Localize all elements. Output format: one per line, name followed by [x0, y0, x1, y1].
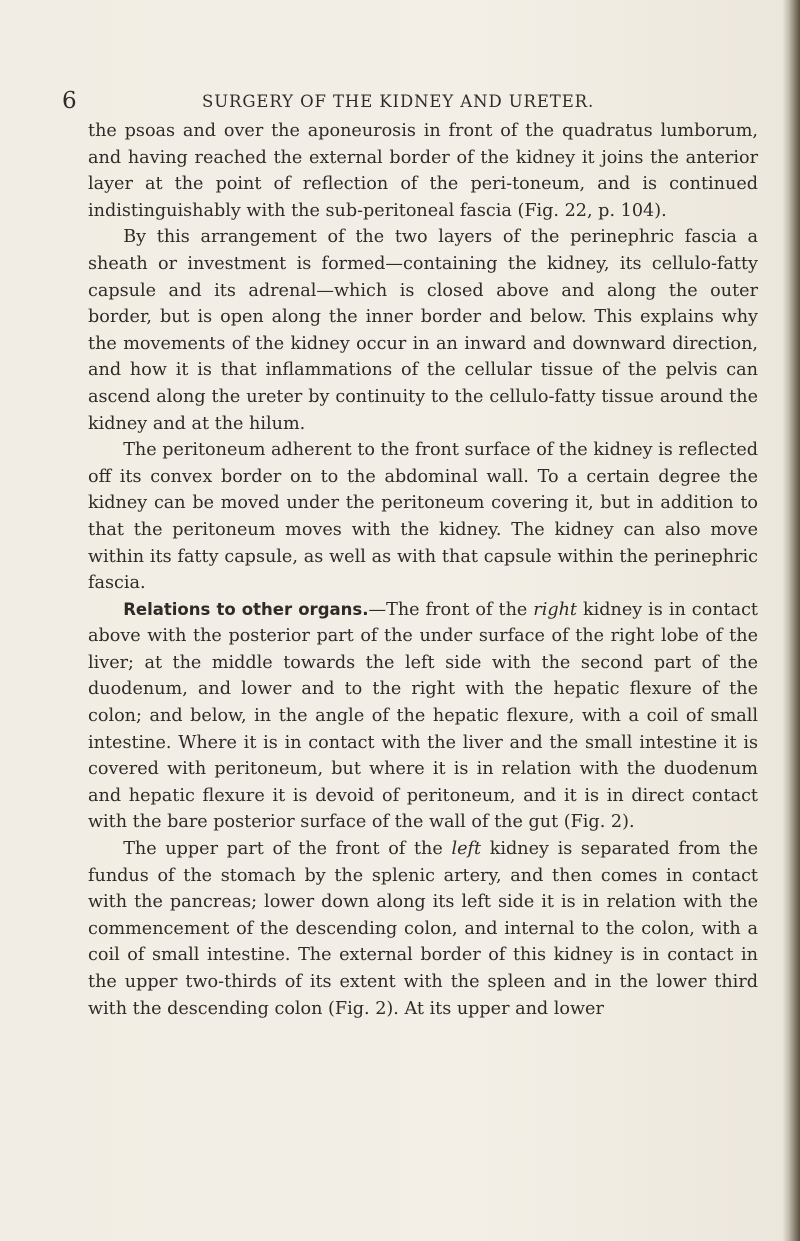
body-text: [88, 118, 758, 1022]
page-edge-shadow: [782, 0, 800, 1241]
paragraph-3: The peritoneum adherent to the front surface of the kidney is reflected off its convex border on to the abdominal wall. To a certain degree the kidney can be moved under the peritoneum covering it, but in addition to that the peritoneum moves with the kidney. The kidney can also move within its fatty capsule, as well as with that capsule within the perinephric fascia.: [88, 440, 758, 594]
paragraph-5-text-a: The upper part of the front of the: [123, 839, 452, 860]
paragraph-4-italic-right: right: [533, 599, 577, 620]
paragraph-4: [88, 597, 758, 836]
running-head: SURGERY OF THE KIDNEY AND URETER.: [202, 92, 595, 111]
paragraph-5-italic-left: left: [451, 839, 482, 860]
page-number: 6: [62, 88, 77, 114]
section-heading-relations: Relations to other organs.: [123, 599, 369, 619]
paragraph-5-text-b: kidney is separated from the fundus of the stomach by the splenic artery, and then comes in contact with the pancreas; lower down along its left side it is in relation with the commencement of the descending colon, and internal to the colon, with a coil of small intestine. The external border of this kidney is in contact in the upper two-thirds of its extent with the spleen and in the lower third with the descending colon (Fig. 2). At its upper and lower: [88, 839, 758, 1019]
paragraph-1: the psoas and over the aponeurosis in front of the quadratus lumborum, and having reached the external border of the kidney it joins the anterior layer at the point of reflection of the peri-toneum, and is continued indistinguishably with the sub-peritoneal fascia (Fig. 22, p. 104).: [88, 121, 758, 221]
paragraph-4-text-b: kidney is in contact above with the posterior part of the under surface of the right lobe of the liver; at the middle towards the left side with the second part of the duodenum, and lower and to the right with the hepatic flexure of the colon; and below, in the angle of the hepatic flexure, with a coil of small intestine. Where it is in contact with the liver and the small intestine it is covered with peritoneum, but where it is in relation with the duodenum and hepatic flexure it is devoid of peritoneum, and it is in direct contact with the bare posterior surface of the wall of the gut (Fig. 2).: [88, 599, 759, 833]
paragraph-2: By this arrangement of the two layers of the perinephric fascia a sheath or investment is formed—containing the kidney, its cellulo-fatty capsule and its adrenal—which is closed above and along the outer border, but is open along the inner border and below. This explains why the movements of the kidney occur in an inward and downward direction, and how it is that inflammations of the cellular tissue of the pelvis can ascend along the ureter by continuity to the cellulo-fatty tissue around the kidney and at the hilum.: [88, 227, 758, 434]
paragraph-4-text-a: —The front of the: [368, 599, 534, 620]
paragraph-5: [88, 836, 758, 1022]
